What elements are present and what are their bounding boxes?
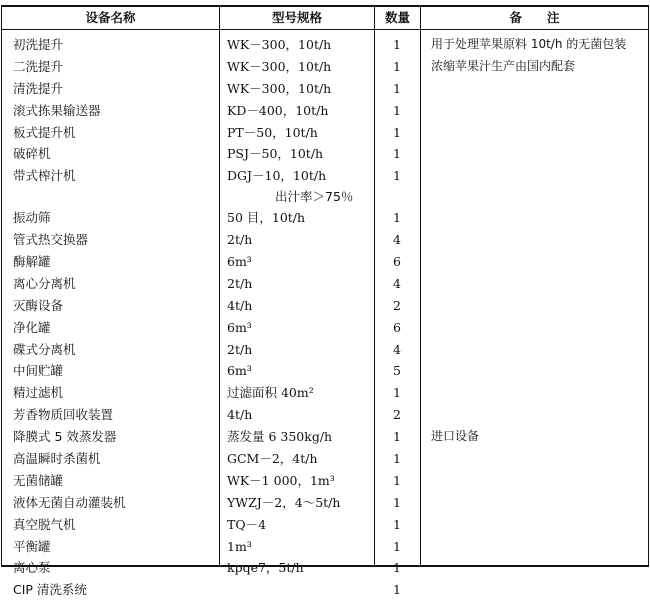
table-row [1, 339, 649, 361]
cell-model: 6m³ [227, 319, 252, 335]
cell-name: 板式提升机 [13, 124, 76, 140]
cell-name: 清洗提升 [13, 80, 64, 96]
cell-name: 离心分离机 [13, 275, 76, 291]
header-note: 备 注 [509, 10, 560, 25]
table-row [1, 360, 649, 382]
cell-qty: 6 [393, 254, 401, 270]
table-row [1, 470, 649, 492]
cell-name: 降膜式 5 效蒸发器 [13, 429, 117, 445]
cell-name: 酶解罐 [13, 254, 51, 270]
table-row [1, 536, 649, 558]
cell-name: 精过滤机 [13, 385, 64, 401]
cell-name: 滚式拣果输送器 [13, 102, 101, 118]
cell-qty: 1 [393, 37, 401, 52]
table-row [1, 229, 649, 251]
cell-qty: 1 [393, 494, 401, 510]
cell-name: 二洗提升 [13, 58, 64, 74]
cell-qty: 1 [393, 582, 401, 598]
cell-qty: 1 [393, 516, 401, 532]
cell-qty: 5 [393, 363, 401, 379]
cell-qty: 1 [393, 385, 401, 401]
cell-qty: 1 [393, 124, 401, 140]
table-row [1, 426, 649, 448]
cell-qty: 1 [393, 451, 401, 467]
table-row [1, 404, 649, 426]
table-row [1, 56, 649, 78]
cell-name: 破碎机 [13, 146, 51, 162]
cell-model: 过滤面积 40m² [227, 385, 314, 401]
cell-qty: 1 [393, 210, 401, 226]
cell-model: WK－1 000，1m³ [227, 472, 335, 488]
header-rule [1, 29, 649, 30]
table-row [1, 448, 649, 470]
cell-qty: 1 [393, 429, 401, 445]
table-row [1, 579, 649, 601]
cell-model: PSJ－50，10t/h [227, 146, 324, 162]
cell-name: 管式热交换器 [13, 232, 89, 248]
cell-qty: 6 [393, 319, 401, 335]
cell-name: 带式榨汁机 [13, 168, 76, 184]
cell-name: 平衡罐 [13, 538, 51, 554]
header-name: 设备名称 [85, 10, 136, 25]
table-row [1, 492, 649, 514]
table-row [1, 273, 649, 295]
table-body [1, 34, 649, 601]
cell-model: 6m³ [227, 254, 252, 270]
cell-name: 初洗提升 [13, 37, 64, 52]
cell-qty: 1 [393, 538, 401, 554]
cell-model: 4t/h [227, 407, 253, 423]
cell-model: 2t/h [227, 232, 253, 248]
cell-model: DGJ－10，10t/h [227, 168, 327, 184]
cell-qty: 2 [393, 407, 401, 423]
cell-name: 净化罐 [13, 319, 51, 335]
cell-name: 振动筛 [13, 210, 51, 226]
cell-model: YWZJ－2，4～5t/h [227, 494, 341, 510]
cell-qty: 1 [393, 102, 401, 118]
table-row [1, 143, 649, 165]
table-row [1, 514, 649, 536]
cell-name: 真空脱气机 [13, 516, 76, 532]
table-row [1, 557, 649, 579]
cell-name: 芳香物质回收装置 [13, 407, 114, 423]
cell-name: 无菌储罐 [13, 472, 64, 488]
cell-name: 中间贮罐 [13, 363, 64, 379]
cell-qty: 2 [393, 297, 401, 313]
table-row [1, 122, 649, 144]
cell-model: 2t/h [227, 341, 253, 357]
cell-qty: 1 [393, 146, 401, 162]
header-model: 型号规格 [271, 10, 322, 25]
cell-name: 离心泵 [13, 560, 51, 576]
cell-name: 高温瞬时杀菌机 [13, 451, 101, 467]
extra-line: 出汁率＞75％ [275, 189, 354, 205]
cell-qty: 4 [393, 275, 401, 291]
cell-model: 6m³ [227, 363, 252, 379]
table-row [1, 382, 649, 404]
table-row [1, 207, 649, 229]
cell-name: 碟式分离机 [13, 341, 76, 357]
table-row [1, 165, 649, 187]
cell-qty: 4 [393, 341, 401, 357]
cell-model: 1m³ [227, 538, 252, 554]
header-qty: 数量 [384, 10, 410, 25]
cell-model: PT－50，10t/h [227, 124, 318, 140]
cell-model: GCM－2，4t/h [227, 451, 318, 467]
table-row [1, 34, 649, 56]
cell-qty: 1 [393, 58, 401, 74]
cell-model: TQ－4 [227, 516, 267, 532]
cell-qty: 1 [393, 472, 401, 488]
cell-model: kpqe7，5t/h [227, 560, 304, 576]
cell-qty: 1 [393, 560, 401, 576]
cell-note: 进口设备 [431, 429, 480, 444]
cell-model: WK－300，10t/h [227, 37, 332, 52]
cell-model: KD－400，10t/h [227, 102, 329, 118]
cell-note: 用于处理苹果原料 10t/h 的无菌包装 [431, 37, 627, 51]
cell-model: WK－300，10t/h [227, 58, 332, 74]
cell-note: 浓缩苹果汁生产由国内配套 [431, 58, 576, 73]
equipment-table [1, 1, 649, 598]
cell-model: WK－300，10t/h [227, 80, 332, 96]
table-row [1, 100, 649, 122]
table-row [1, 78, 649, 100]
table-row [1, 317, 649, 339]
cell-model: 2t/h [227, 275, 253, 291]
table-row-extra [1, 187, 649, 207]
cell-name: 液体无菌自动灌装机 [13, 494, 126, 510]
cell-qty: 4 [393, 232, 401, 248]
table-row [1, 251, 649, 273]
cell-name: CIP 清洗系统 [13, 582, 87, 598]
cell-name: 灭酶设备 [13, 297, 64, 313]
cell-qty: 1 [393, 80, 401, 96]
cell-qty: 1 [393, 168, 401, 184]
table-row [1, 295, 649, 317]
cell-model: 蒸发量 6 350kg/h [227, 429, 333, 445]
cell-model: 50 目，10t/h [227, 210, 306, 226]
cell-model: 4t/h [227, 297, 253, 313]
